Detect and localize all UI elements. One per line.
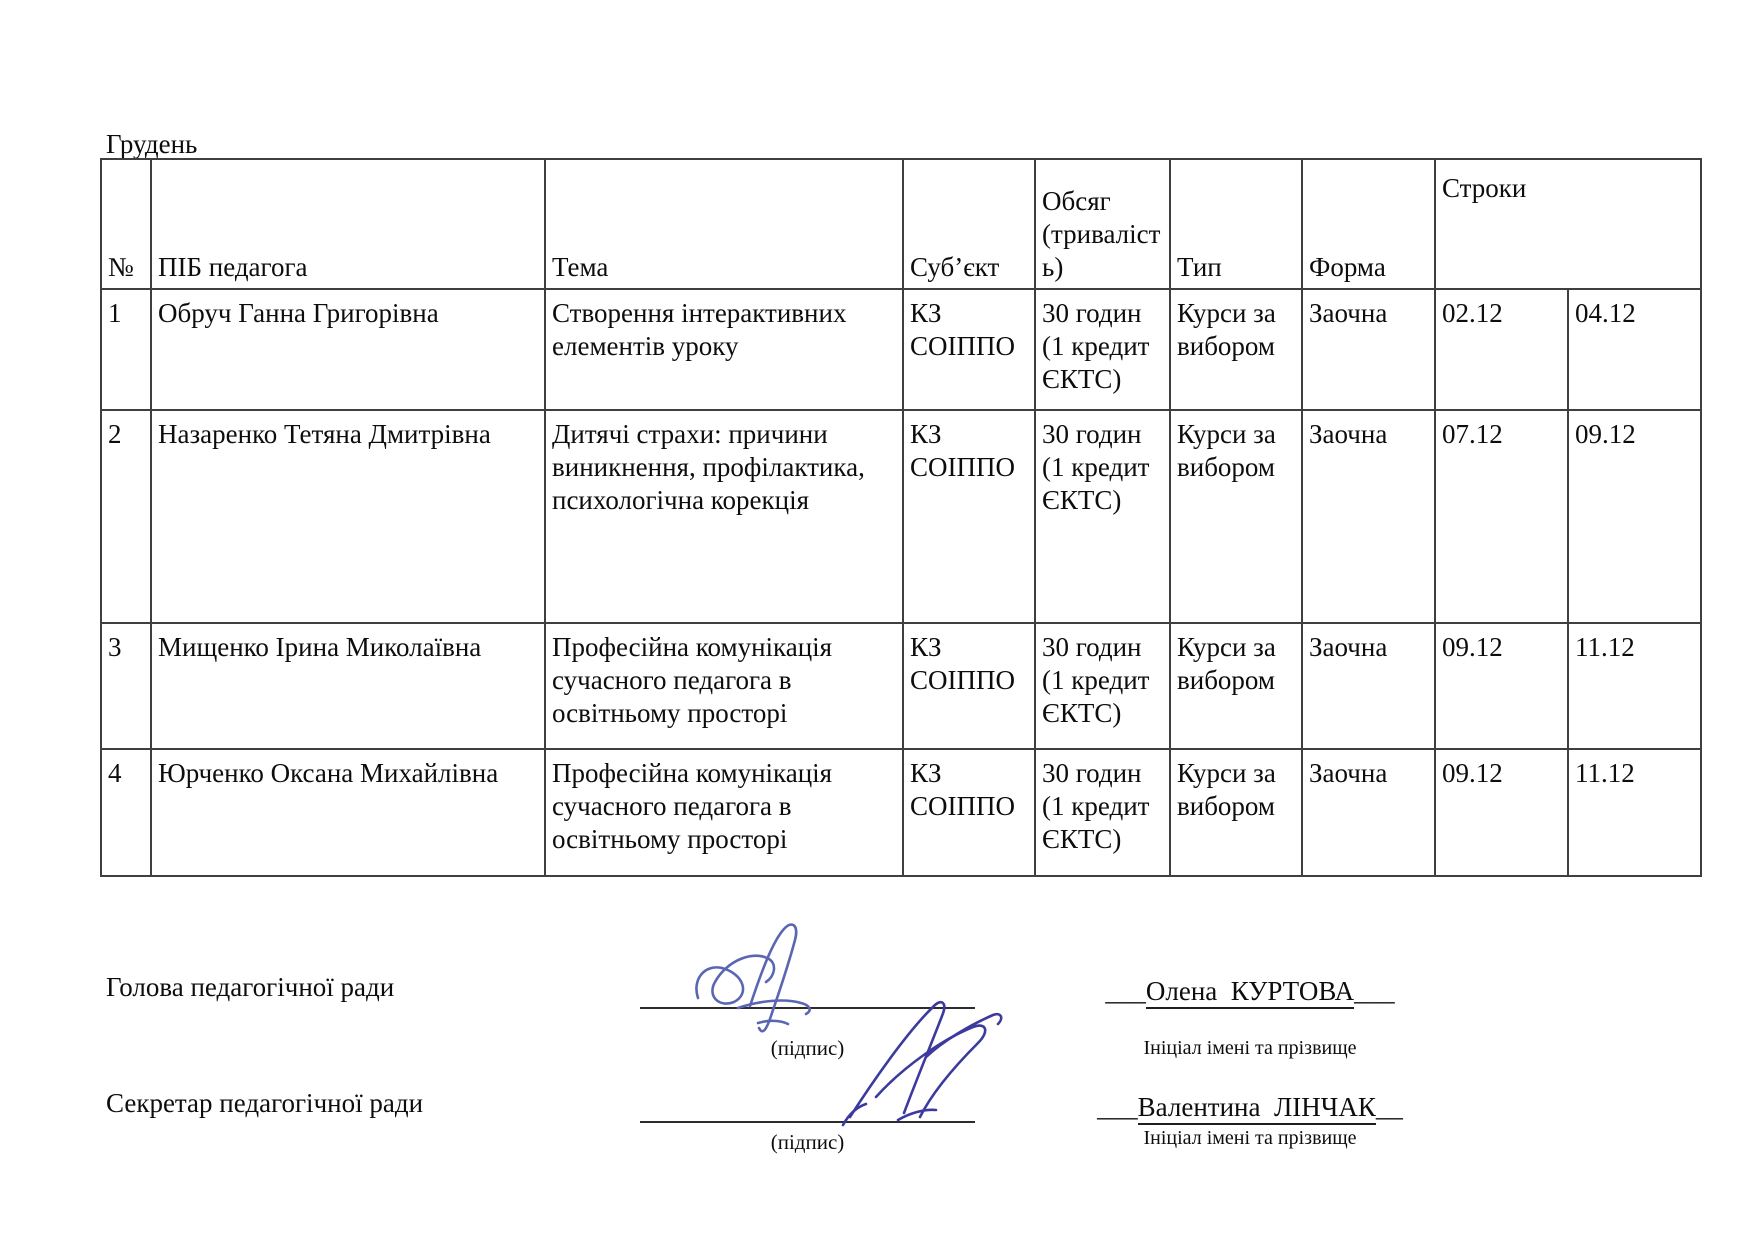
- cell-teacher: Юрченко Оксана Михайлівна: [151, 749, 545, 876]
- cell-topic: Створення інтерактивних елементів уроку: [545, 289, 903, 410]
- cell-type: Курси за вибором: [1170, 289, 1302, 410]
- header-volume: Обсяг (тривалість): [1035, 159, 1170, 289]
- cell-topic: Професійна комунікація сучасного педагога в освітньому просторі: [545, 749, 903, 876]
- cell-volume: 30 годин (1 кредит ЄКТС): [1035, 410, 1170, 623]
- secretary-name-suffix: __: [1375, 1092, 1403, 1122]
- header-terms: Строки: [1435, 159, 1701, 289]
- cell-num: 4: [101, 749, 151, 876]
- cell-teacher: Обруч Ганна Григорівна: [151, 289, 545, 410]
- chair-name-caption: Ініціал імені та прізвище: [1143, 1037, 1357, 1059]
- secretary-name-prefix: ___: [1097, 1092, 1138, 1122]
- schedule-table: [100, 158, 1702, 877]
- cell-term-end: 04.12: [1568, 289, 1701, 410]
- chair-name: Олена КУРТОВА: [1146, 976, 1354, 1009]
- secretary-name-caption: Ініціал імені та прізвище: [1143, 1127, 1357, 1149]
- cell-form: Заочна: [1302, 749, 1435, 876]
- header-type: Тип: [1170, 159, 1302, 289]
- table-row: [101, 623, 1701, 749]
- cell-volume: 30 годин (1 кредит ЄКТС): [1035, 623, 1170, 749]
- table-header-row: [101, 159, 1701, 289]
- cell-form: Заочна: [1302, 410, 1435, 623]
- cell-term-start: 07.12: [1435, 410, 1568, 623]
- page-title: Грудень: [106, 129, 198, 159]
- table-row: [101, 410, 1701, 623]
- header-subject: Суб’єкт: [903, 159, 1035, 289]
- cell-type: Курси за вибором: [1170, 410, 1302, 623]
- cell-volume: 30 годин (1 кредит ЄКТС): [1035, 749, 1170, 876]
- secretary-role-label: Секретар педагогічної ради: [106, 1088, 424, 1118]
- cell-num: 2: [101, 410, 151, 623]
- cell-num: 3: [101, 623, 151, 749]
- chair-signature-caption: (підпис): [770, 1036, 845, 1060]
- table-row: [101, 289, 1701, 410]
- chair-name-suffix: ___: [1354, 976, 1395, 1006]
- cell-term-start: 02.12: [1435, 289, 1568, 410]
- chair-name-prefix: ___: [1105, 976, 1146, 1006]
- secretary-signature-line: [640, 1121, 975, 1123]
- header-num: №: [101, 159, 151, 289]
- chair-signature-line: [640, 1007, 975, 1009]
- secretary-signature-caption: (підпис): [770, 1130, 845, 1154]
- cell-type: Курси за вибором: [1170, 749, 1302, 876]
- cell-subject: КЗ СОІППО: [903, 623, 1035, 749]
- cell-term-start: 09.12: [1435, 623, 1568, 749]
- chair-name-line: [1040, 976, 1460, 1007]
- table-row: [101, 749, 1701, 876]
- cell-volume: 30 годин (1 кредит ЄКТС): [1035, 289, 1170, 410]
- header-form: Форма: [1302, 159, 1435, 289]
- cell-type: Курси за вибором: [1170, 623, 1302, 749]
- cell-term-start: 09.12: [1435, 749, 1568, 876]
- cell-term-end: 11.12: [1568, 623, 1701, 749]
- cell-topic: Професійна комунікація сучасного педагога в освітньому просторі: [545, 623, 903, 749]
- header-teacher: ПІБ педагога: [151, 159, 545, 289]
- secretary-name: Валентина ЛІНЧАК: [1138, 1092, 1376, 1125]
- cell-num: 1: [101, 289, 151, 410]
- chair-signature-ink: [688, 918, 838, 1046]
- cell-teacher: Назаренко Тетяна Дмитрівна: [151, 410, 545, 623]
- cell-form: Заочна: [1302, 623, 1435, 749]
- secretary-name-line: [1040, 1092, 1460, 1123]
- header-topic: Тема: [545, 159, 903, 289]
- cell-subject: КЗ СОІППО: [903, 410, 1035, 623]
- chair-role-label: Голова педагогічної ради: [106, 972, 395, 1002]
- cell-form: Заочна: [1302, 289, 1435, 410]
- cell-term-end: 09.12: [1568, 410, 1701, 623]
- cell-topic: Дитячі страхи: причини виникнення, профілактика, психологічна корекція: [545, 410, 903, 623]
- cell-term-end: 11.12: [1568, 749, 1701, 876]
- cell-teacher: Мищенко Ірина Миколаївна: [151, 623, 545, 749]
- cell-subject: КЗ СОІППО: [903, 749, 1035, 876]
- cell-subject: КЗ СОІППО: [903, 289, 1035, 410]
